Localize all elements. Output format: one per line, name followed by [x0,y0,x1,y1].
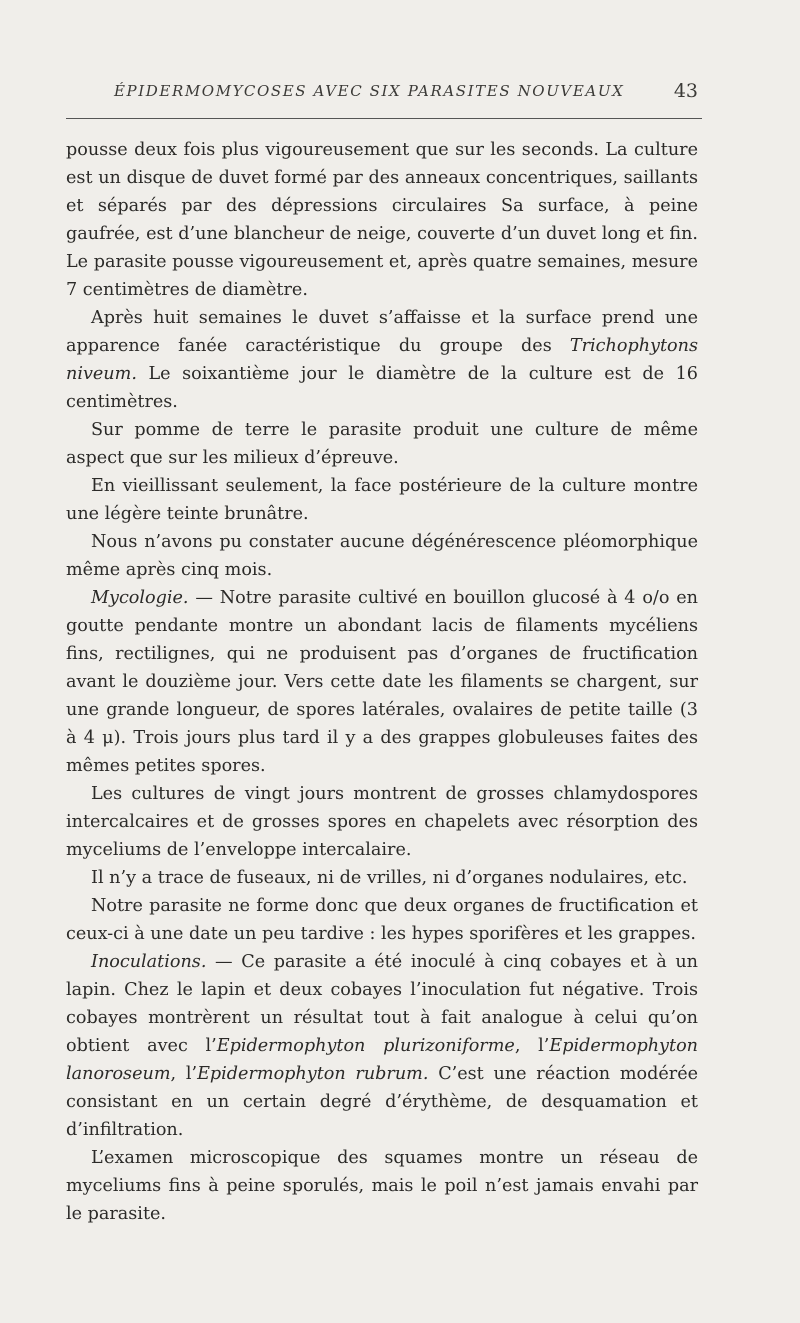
text-run: pousse deux fois plus vigoureusement que sur les seconds. La culture est un disque de duvet formé par des anneaux concentriques, saillants et séparés par des dépressions circulaires Sa surface, à peine gaufrée, est d’une blancheur de neige, couverte d’un duvet long et fin. Le parasite pousse vigoureusement et, après quatre semaines, mesure 7 centimètres de diamètre. [66,140,698,300]
italic-text: Trichophytons niveum. [66,336,698,384]
italic-text: Epidermophyton plurizoniforme [216,1036,515,1056]
header-rule [66,118,702,119]
text-run: — Ce parasite a été inoculé à cinq cobayes et à un lapin. Chez le lapin et deux cobayes l’inoculation fut négative. Trois cobayes montrèrent un résultat tout à fait analogue à celui qu’on obtient avec l’ [66,952,698,1056]
paragraph [66,416,698,472]
paragraph [66,472,698,528]
text-run: Sur pomme de terre le parasite produit une culture de même aspect que sur les milieux d’épreuve. [66,420,698,468]
text-run: Après huit semaines le duvet s’affaisse et la surface prend une apparence fanée caractéristique du groupe des [66,308,698,356]
page-number: 43 [673,80,698,102]
body-text [66,136,698,1228]
text-run: , l’ [514,1036,550,1056]
text-run: Le soixantième jour le diamètre de la culture est de 16 centimètres. [66,364,698,412]
italic-text: Mycologie. [91,588,189,608]
paragraph [66,780,698,864]
text-run: — Notre parasite cultivé en bouillon glucosé à 4 o/o en goutte pendante montre un abondant lacis de filaments mycéliens fins, rectilignes, qui ne produisent pas d’organes de fructification avant le douzième jour. Vers cette date les filaments se chargent, sur une grande longueur, de spores latérales, ovalaires de petite taille (3 à 4 μ). Trois jours plus tard il y a des grappes globuleuses faites des mêmes petites spores. [66,588,698,776]
text-run: Les cultures de vingt jours montrent de grosses chlamydospores intercalcaires et de grosses spores en chapelets avec résorption des myceliums de l’enveloppe intercalaire. [66,784,698,860]
text-run: , l’ [170,1064,198,1084]
paragraph [66,528,698,584]
text-run: L’examen microscopique des squames montre un réseau de myceliums fins à peine sporulés, mais le poil n’est jamais envahi par le parasite. [66,1148,698,1224]
text-run: Nous n’avons pu constater aucune dégénérescence pléomorphique même après cinq mois. [66,532,698,580]
paragraph [66,136,698,304]
text-run: En vieillissant seulement, la face postérieure de la culture montre une légère teinte brunâtre. [66,476,698,524]
text-run: Notre parasite ne forme donc que deux organes de fructification et ceux-ci à une date un peu tardive : les hypes sporifères et les grappes. [66,896,698,944]
paragraph [66,584,698,780]
text-run: Il n’y a trace de fuseaux, ni de vrilles, ni d’organes nodulaires, etc. [91,868,688,888]
italic-text: Epidermophyton rubrum. [197,1064,429,1084]
paragraph [66,892,698,948]
paragraph [66,1144,698,1228]
italic-text: Inoculations. [91,952,207,972]
paragraph [66,864,698,892]
text-run: C’est une réaction modérée consistant en un certain degré d’érythème, de desquamation et d’infiltration. [66,1064,699,1140]
running-head [66,80,702,112]
running-title: ÉPIDERMOMYCOSES AVEC SIX PARASITES NOUVEAUX [114,82,625,100]
paragraph [66,948,698,1144]
italic-text: Epidermophyton lanoroseum [66,1036,698,1084]
paragraph [66,304,698,416]
